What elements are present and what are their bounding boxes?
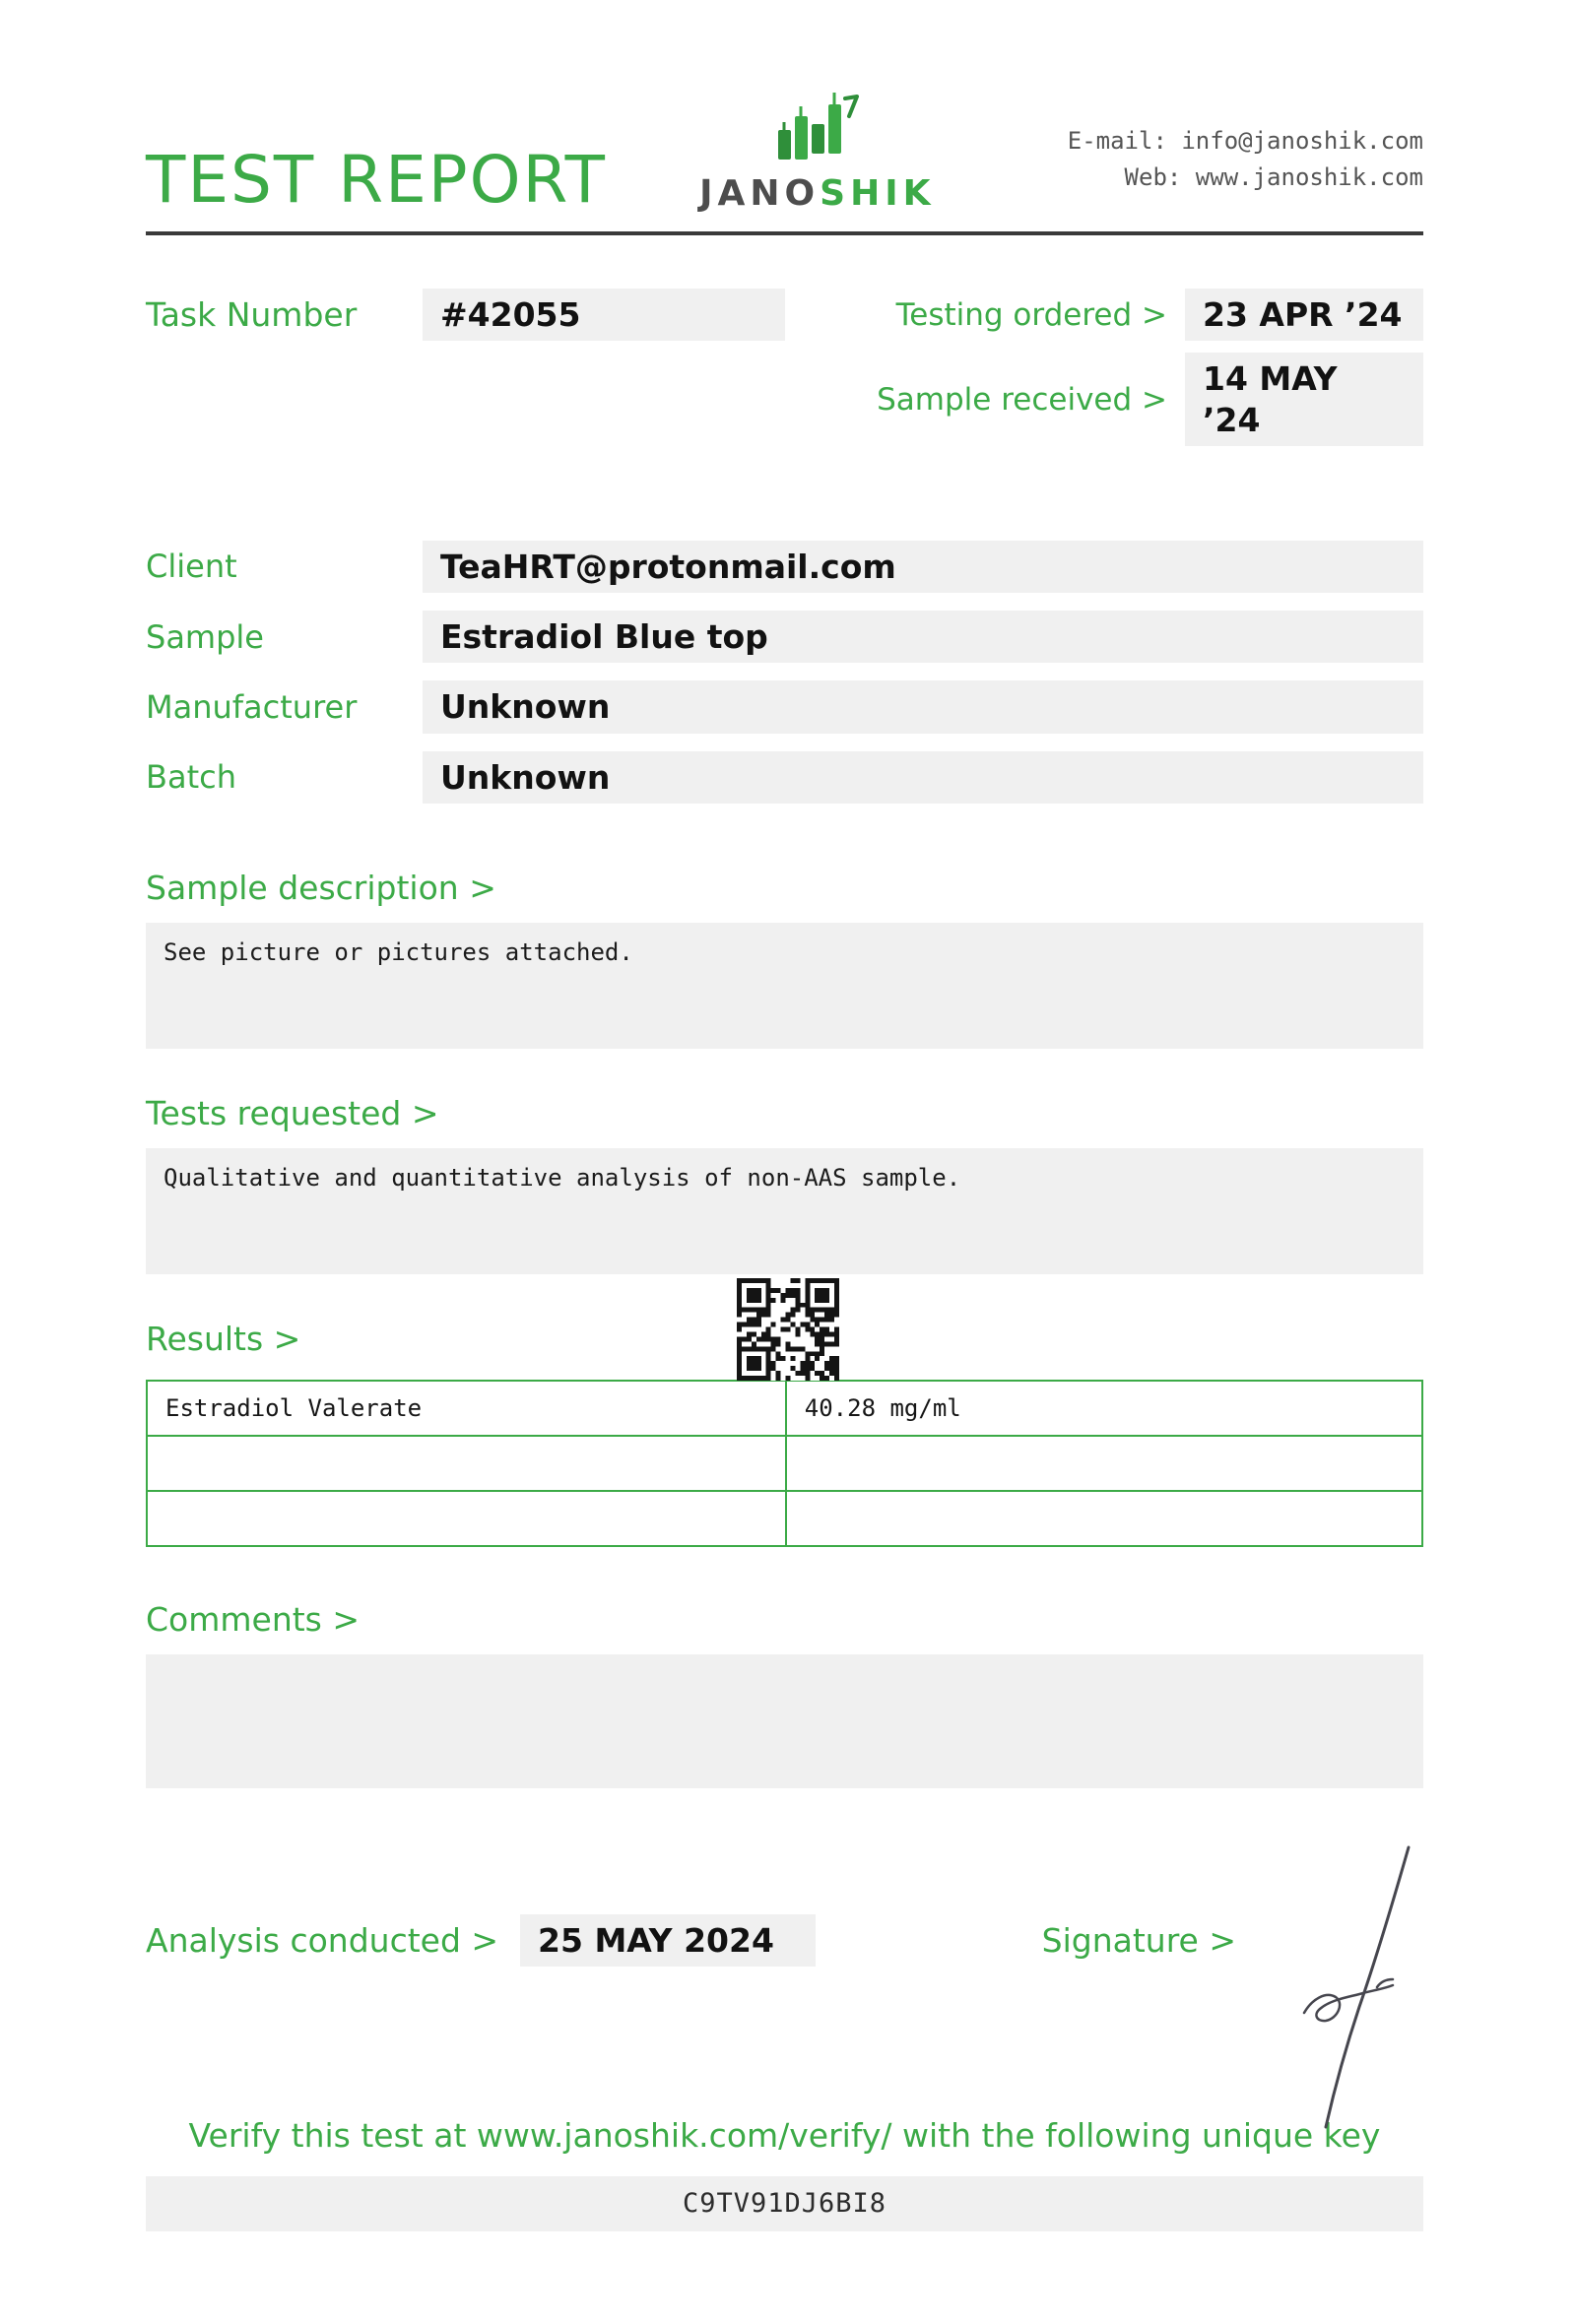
amount-cell: 40.28 mg/ml bbox=[786, 1381, 1422, 1436]
comments-section bbox=[146, 1600, 1423, 1788]
table-row bbox=[147, 1436, 1422, 1491]
verify-key-box bbox=[146, 2176, 1423, 2231]
details bbox=[146, 541, 1423, 804]
growth-chart-icon bbox=[762, 87, 873, 169]
sample-received-label: Sample received > bbox=[877, 381, 1167, 418]
detail-row-manufacturer bbox=[146, 680, 1423, 733]
page-title: TEST REPORT bbox=[146, 141, 607, 218]
client-value: TeaHRT@protonmail.com bbox=[423, 541, 1423, 593]
task-row bbox=[146, 289, 1423, 446]
logo-wordmark-green: SHIK bbox=[820, 173, 936, 214]
sample-description-section bbox=[146, 869, 1423, 1049]
testing-ordered-value: 23 APR ’24 bbox=[1185, 289, 1423, 341]
analysis-conducted-label: Analysis conducted > bbox=[146, 1920, 499, 1960]
logo-wordmark-dark: JANO bbox=[699, 173, 821, 214]
manufacturer-label: Manufacturer bbox=[146, 687, 358, 726]
qr-code bbox=[737, 1278, 839, 1381]
results-section bbox=[146, 1320, 1423, 1547]
sample-received-value: 14 MAY ’24 bbox=[1185, 353, 1423, 446]
substance-cell: Estradiol Valerate bbox=[147, 1381, 786, 1436]
header bbox=[146, 87, 1423, 218]
verify-key: C9TV91DJ6BI8 bbox=[682, 2188, 887, 2219]
tests-requested-heading: Tests requested > bbox=[146, 1093, 439, 1132]
analysis-conducted-field bbox=[146, 1914, 816, 1967]
substance-cell bbox=[147, 1491, 786, 1546]
client-label: Client bbox=[146, 548, 237, 586]
tests-requested-section bbox=[146, 1094, 1423, 1274]
tests-requested-box: Qualitative and quantitative analysis of non-AAS sample. bbox=[146, 1148, 1423, 1274]
task-number-value: #42055 bbox=[423, 289, 785, 341]
testing-ordered-label: Testing ordered > bbox=[895, 296, 1167, 333]
task-number-label: Task Number bbox=[146, 295, 358, 335]
testing-ordered-line bbox=[877, 289, 1423, 341]
sample-value: Estradiol Blue top bbox=[423, 611, 1423, 663]
sample-received-line bbox=[877, 353, 1423, 446]
contact-email: E-mail: info@janoshik.com bbox=[1067, 126, 1423, 155]
table-row bbox=[147, 1491, 1422, 1546]
contact-web: Web: www.janoshik.com bbox=[1124, 162, 1423, 191]
dates bbox=[877, 289, 1423, 446]
header-rule bbox=[146, 231, 1423, 235]
logo-wordmark bbox=[699, 173, 935, 214]
janoshik-logo bbox=[699, 87, 935, 214]
detail-row-sample bbox=[146, 611, 1423, 663]
amount-cell bbox=[786, 1436, 1422, 1491]
results-table bbox=[146, 1380, 1423, 1547]
results-heading: Results > bbox=[146, 1319, 301, 1358]
manufacturer-value: Unknown bbox=[423, 680, 1423, 733]
sample-description-box: See picture or pictures attached. bbox=[146, 923, 1423, 1049]
table-row bbox=[147, 1381, 1422, 1436]
comments-heading: Comments > bbox=[146, 1599, 361, 1639]
sample-description-heading: Sample description > bbox=[146, 868, 496, 907]
batch-value: Unknown bbox=[423, 751, 1423, 804]
detail-row-client bbox=[146, 541, 1423, 593]
comments-box bbox=[146, 1654, 1423, 1788]
sample-label: Sample bbox=[146, 617, 264, 656]
contact-info bbox=[1068, 123, 1423, 196]
footer-row bbox=[146, 1914, 1423, 1967]
batch-label: Batch bbox=[146, 758, 236, 797]
detail-row-batch bbox=[146, 751, 1423, 804]
analysis-date: 25 MAY 2024 bbox=[520, 1914, 816, 1967]
signature bbox=[1282, 1840, 1430, 2135]
verify-text: Verify this test at www.janoshik.com/verify/ with the following unique key bbox=[188, 2116, 1381, 2155]
amount-cell bbox=[786, 1491, 1422, 1546]
signature-label: Signature > bbox=[1041, 1920, 1236, 1960]
task-number-field bbox=[146, 289, 785, 341]
substance-cell bbox=[147, 1436, 786, 1491]
